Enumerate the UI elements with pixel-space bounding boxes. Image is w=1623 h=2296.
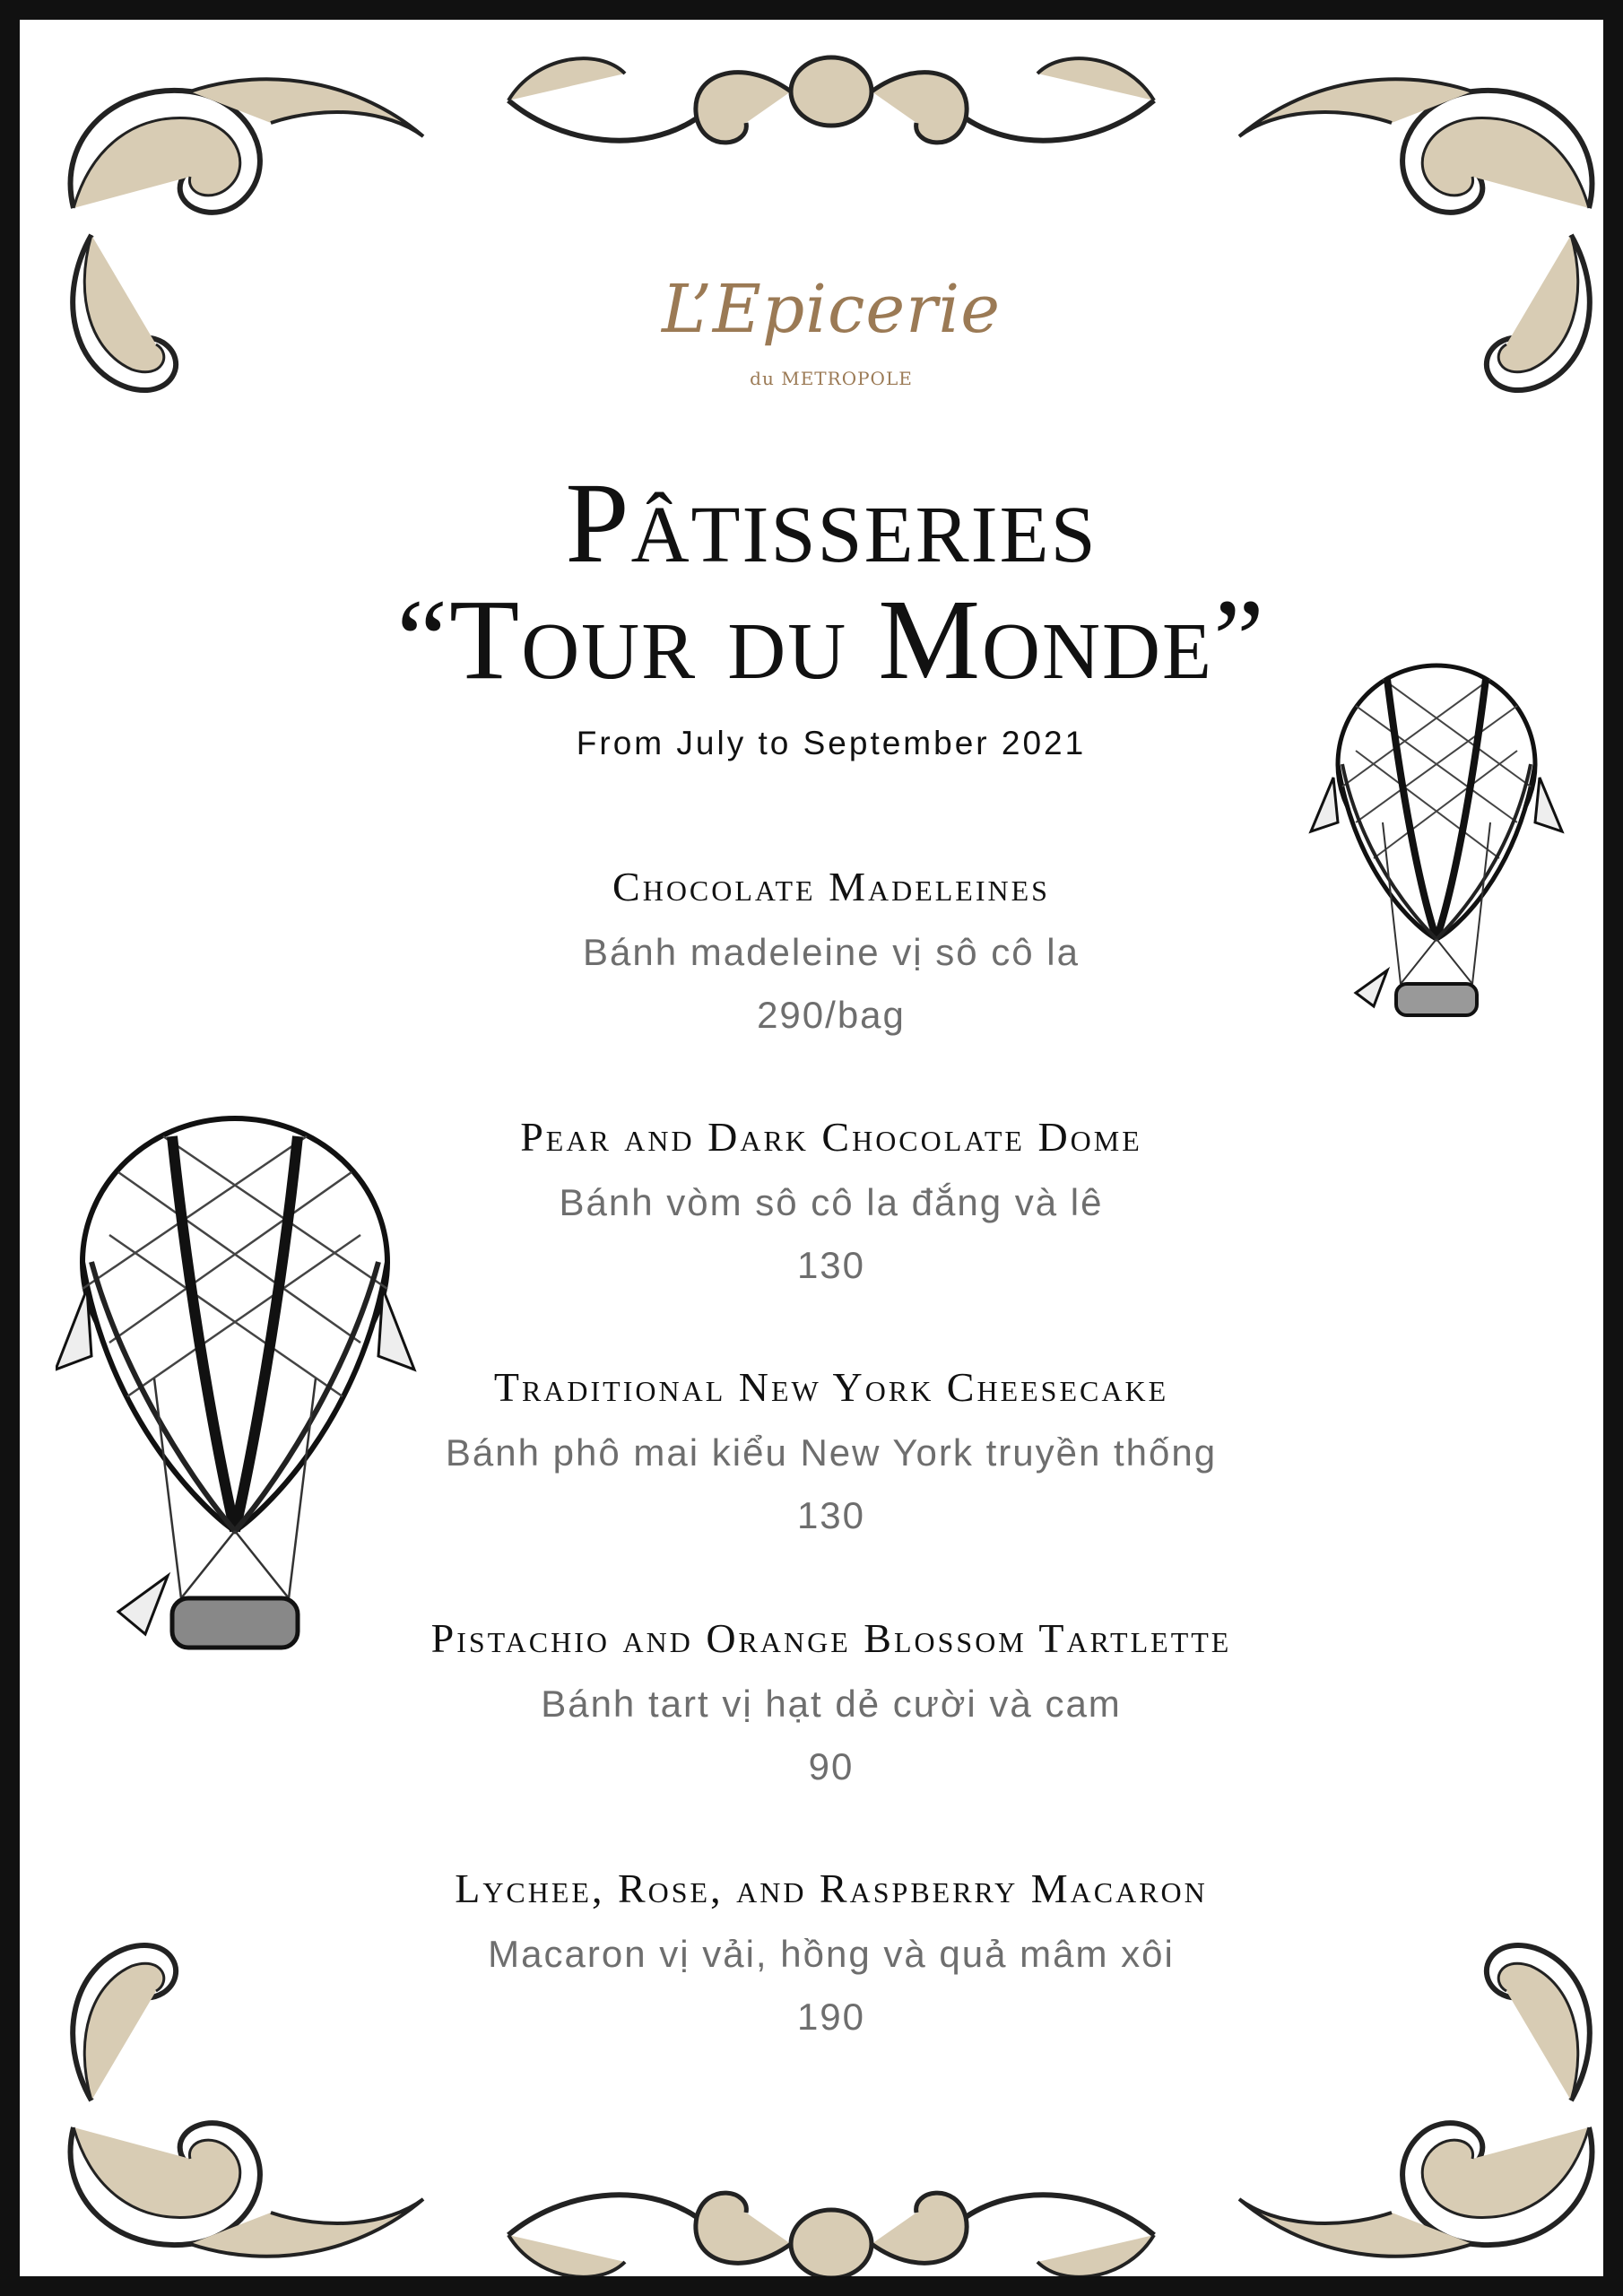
- item-name: Pear and Dark Chocolate Dome: [520, 1114, 1142, 1160]
- brand-name: L’Epicerie: [661, 271, 1002, 348]
- menu-item: [20, 1110, 1623, 1297]
- menu-item: [20, 1361, 1623, 1547]
- menu-item: [20, 860, 1623, 1047]
- item-name: Pistachio and Orange Blossom Tartlette: [430, 1615, 1232, 1661]
- brand-subtitle: du METROPOLE: [750, 368, 913, 389]
- item-name: Lychee, Rose, and Raspberry Macaron: [455, 1866, 1208, 1911]
- menu-item: [20, 1862, 1623, 2048]
- item-vietnamese-name: Bánh madeleine vị sô cô la: [583, 931, 1080, 973]
- item-price: 130: [796, 1244, 866, 1286]
- item-price: 190: [796, 1996, 866, 2038]
- item-vietnamese-name: Bánh phô mai kiểu New York truyền thống: [445, 1431, 1218, 1474]
- date-range: From July to September 2021: [576, 725, 1087, 761]
- page-title-line2: “Tour du Monde”: [396, 576, 1266, 703]
- item-price: 290/bag: [757, 994, 906, 1036]
- item-price: 90: [808, 1745, 855, 1787]
- item-vietnamese-name: Bánh tart vị hạt dẻ cười và cam: [541, 1683, 1122, 1725]
- menu-item: [20, 1612, 1623, 1798]
- page-title-line1: Pâtisseries: [565, 459, 1098, 587]
- item-price: 130: [796, 1494, 866, 1536]
- item-vietnamese-name: Bánh vòm sô cô la đắng và lê: [559, 1181, 1104, 1223]
- item-name: Traditional New York Cheesecake: [493, 1364, 1169, 1410]
- item-name: Chocolate Madeleines: [612, 864, 1050, 909]
- item-vietnamese-name: Macaron vị vải, hồng và quả mâm xôi: [488, 1933, 1175, 1975]
